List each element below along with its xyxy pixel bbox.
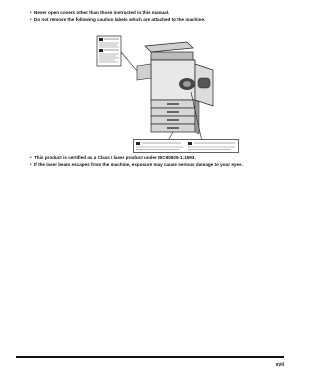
copier-machine-illustration bbox=[95, 34, 245, 146]
page-number: xvii bbox=[275, 362, 284, 368]
bullet-glyph: • bbox=[30, 162, 32, 167]
bullet-never-open-covers bbox=[30, 10, 282, 16]
bullet-text: Do not remove the following caution labels which are attached to the machine. bbox=[34, 17, 206, 22]
bullet-class-i-laser bbox=[30, 155, 282, 161]
footer-rule bbox=[16, 356, 284, 358]
bullet-text: Never open covers other than those instructed in this manual. bbox=[34, 10, 170, 15]
bullet-text: If the laser beam escapes from the machine, exposure may cause serious damage to your eyes. bbox=[34, 162, 243, 167]
bullet-glyph: • bbox=[30, 10, 32, 15]
caution-label-top-icon bbox=[97, 36, 121, 66]
bullet-laser-beam-warning bbox=[30, 162, 282, 168]
caution-label-bottom-icon bbox=[133, 139, 239, 153]
bullet-text: This product is certified as a Class I laser product under IEC60825-1:1993. bbox=[34, 155, 196, 160]
bullet-do-not-remove-labels bbox=[30, 17, 282, 23]
bullet-glyph: • bbox=[30, 17, 32, 22]
bullet-glyph: • bbox=[30, 155, 32, 160]
copier-body-icon bbox=[137, 42, 213, 134]
